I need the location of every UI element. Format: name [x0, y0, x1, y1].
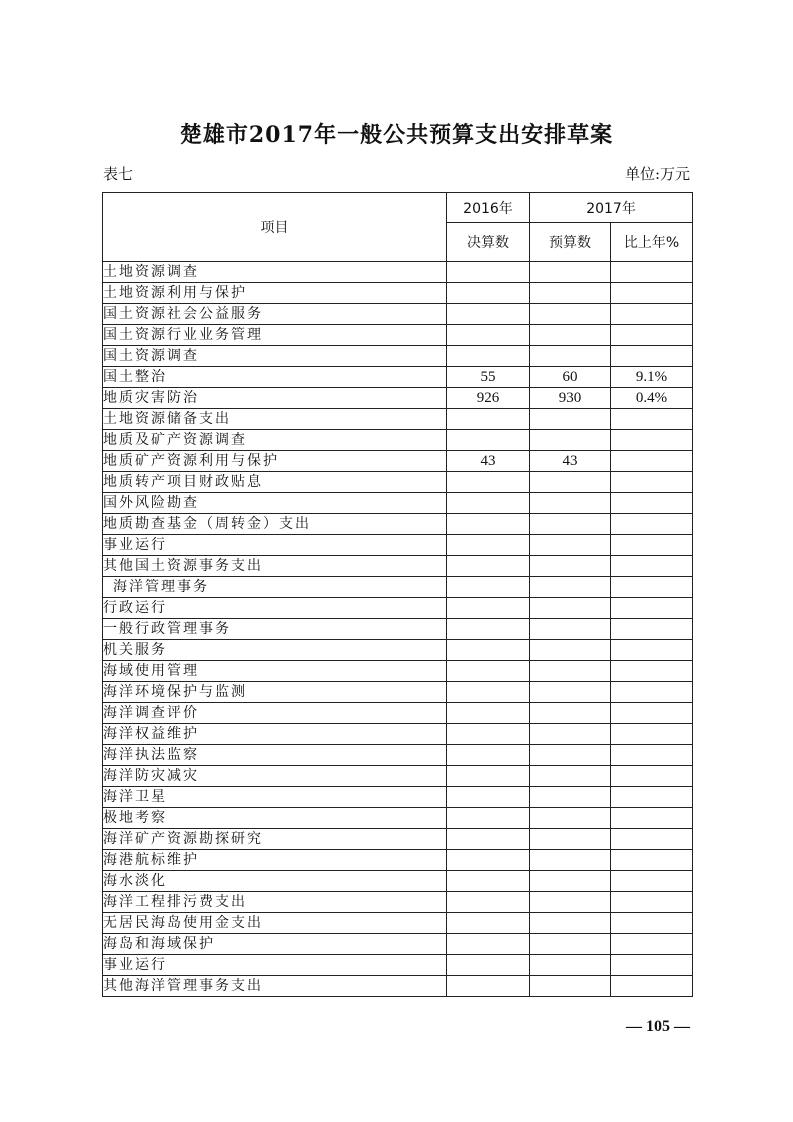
table-row — [103, 367, 693, 388]
row-yoy-percent — [611, 976, 693, 997]
table-row — [103, 451, 693, 472]
row-budget-2017: 930 — [530, 388, 611, 409]
row-budget-2017 — [530, 304, 611, 325]
row-item-name: 国土资源社会公益服务 — [103, 304, 447, 325]
row-yoy-percent — [611, 934, 693, 955]
row-yoy-percent — [611, 850, 693, 871]
row-budget-2017 — [530, 955, 611, 976]
row-final-2016: 43 — [447, 451, 530, 472]
row-budget-2017 — [530, 640, 611, 661]
row-yoy-percent — [611, 430, 693, 451]
table-row — [103, 682, 693, 703]
table-row — [103, 913, 693, 934]
header-budget: 预算数 — [530, 223, 611, 262]
row-item-name: 国土资源调查 — [103, 346, 447, 367]
row-item-name: 土地资源利用与保护 — [103, 283, 447, 304]
row-final-2016 — [447, 934, 530, 955]
row-final-2016 — [447, 724, 530, 745]
table-row — [103, 724, 693, 745]
row-budget-2017 — [530, 724, 611, 745]
row-final-2016 — [447, 262, 530, 283]
row-yoy-percent — [611, 829, 693, 850]
row-item-name: 其他国土资源事务支出 — [103, 556, 447, 577]
row-final-2016 — [447, 682, 530, 703]
row-item-name: 行政运行 — [103, 598, 447, 619]
table-row — [103, 703, 693, 724]
row-yoy-percent — [611, 304, 693, 325]
budget-table — [102, 192, 693, 997]
row-yoy-percent — [611, 640, 693, 661]
table-row — [103, 661, 693, 682]
row-final-2016 — [447, 703, 530, 724]
row-budget-2017 — [530, 787, 611, 808]
table-row — [103, 535, 693, 556]
row-yoy-percent — [611, 619, 693, 640]
row-final-2016 — [447, 871, 530, 892]
row-item-name: 一般行政管理事务 — [103, 619, 447, 640]
table-row — [103, 892, 693, 913]
page-number: — 105 — — [626, 1018, 690, 1035]
row-yoy-percent — [611, 472, 693, 493]
row-final-2016 — [447, 892, 530, 913]
row-final-2016 — [447, 619, 530, 640]
row-budget-2017 — [530, 598, 611, 619]
row-budget-2017 — [530, 892, 611, 913]
row-item-name: 海洋矿产资源勘探研究 — [103, 829, 447, 850]
row-yoy-percent — [611, 535, 693, 556]
row-yoy-percent — [611, 262, 693, 283]
row-budget-2017 — [530, 850, 611, 871]
row-budget-2017 — [530, 346, 611, 367]
row-final-2016 — [447, 577, 530, 598]
header-yoy: 比上年% — [611, 223, 693, 262]
header-year-2016: 2016年 — [447, 193, 530, 223]
table-row — [103, 577, 693, 598]
table-row — [103, 388, 693, 409]
row-budget-2017: 60 — [530, 367, 611, 388]
row-budget-2017 — [530, 283, 611, 304]
row-item-name: 海洋工程排污费支出 — [103, 892, 447, 913]
row-budget-2017 — [530, 472, 611, 493]
table-row — [103, 493, 693, 514]
table-row — [103, 430, 693, 451]
row-item-name: 海域使用管理 — [103, 661, 447, 682]
row-item-name: 土地资源储备支出 — [103, 409, 447, 430]
row-budget-2017 — [530, 430, 611, 451]
row-final-2016 — [447, 913, 530, 934]
row-final-2016 — [447, 955, 530, 976]
row-final-2016 — [447, 556, 530, 577]
row-final-2016 — [447, 493, 530, 514]
row-item-name: 海岛和海域保护 — [103, 934, 447, 955]
row-item-name: 土地资源调查 — [103, 262, 447, 283]
row-item-name: 海水淡化 — [103, 871, 447, 892]
page-title: 楚雄市2017年一般公共预算支出安排草案 — [179, 122, 614, 148]
table-row — [103, 325, 693, 346]
row-item-name: 地质矿产资源利用与保护 — [103, 451, 447, 472]
row-budget-2017 — [530, 514, 611, 535]
row-final-2016: 926 — [447, 388, 530, 409]
row-budget-2017 — [530, 829, 611, 850]
row-final-2016 — [447, 304, 530, 325]
table-row — [103, 346, 693, 367]
row-item-name: 海洋权益维护 — [103, 724, 447, 745]
row-budget-2017 — [530, 409, 611, 430]
row-budget-2017 — [530, 976, 611, 997]
row-final-2016 — [447, 850, 530, 871]
row-budget-2017 — [530, 682, 611, 703]
row-budget-2017 — [530, 262, 611, 283]
table-row — [103, 766, 693, 787]
header-final-accounts: 决算数 — [447, 223, 530, 262]
row-yoy-percent — [611, 892, 693, 913]
row-yoy-percent — [611, 325, 693, 346]
row-yoy-percent — [611, 682, 693, 703]
row-final-2016 — [447, 535, 530, 556]
row-final-2016 — [447, 661, 530, 682]
table-row — [103, 850, 693, 871]
row-item-name: 海洋卫星 — [103, 787, 447, 808]
table-row — [103, 808, 693, 829]
row-yoy-percent: 0.4% — [611, 388, 693, 409]
table-row — [103, 598, 693, 619]
table-number: 表七 — [103, 165, 134, 183]
row-final-2016 — [447, 514, 530, 535]
row-budget-2017 — [530, 808, 611, 829]
row-yoy-percent — [611, 871, 693, 892]
table-row — [103, 829, 693, 850]
row-final-2016 — [447, 640, 530, 661]
row-final-2016 — [447, 976, 530, 997]
row-yoy-percent — [611, 787, 693, 808]
row-yoy-percent — [611, 808, 693, 829]
row-final-2016 — [447, 745, 530, 766]
table-row — [103, 472, 693, 493]
table-row — [103, 283, 693, 304]
row-yoy-percent — [611, 409, 693, 430]
row-item-name: 海洋防灾减灾 — [103, 766, 447, 787]
row-final-2016 — [447, 283, 530, 304]
row-final-2016 — [447, 346, 530, 367]
row-item-name: 无居民海岛使用金支出 — [103, 913, 447, 934]
row-budget-2017 — [530, 325, 611, 346]
row-item-name: 国土整治 — [103, 367, 447, 388]
row-budget-2017 — [530, 934, 611, 955]
row-budget-2017 — [530, 871, 611, 892]
table-row — [103, 409, 693, 430]
row-item-name: 国外风险勘查 — [103, 493, 447, 514]
header-year-2017: 2017年 — [530, 193, 693, 223]
row-item-name: 地质及矿产资源调查 — [103, 430, 447, 451]
row-item-name: 海洋调查评价 — [103, 703, 447, 724]
unit-label: 单位:万元 — [624, 165, 690, 183]
table-header-row — [103, 193, 693, 223]
row-item-name: 事业运行 — [103, 955, 447, 976]
row-yoy-percent — [611, 556, 693, 577]
row-budget-2017 — [530, 661, 611, 682]
row-budget-2017 — [530, 766, 611, 787]
row-item-name: 机关服务 — [103, 640, 447, 661]
table-row — [103, 787, 693, 808]
row-yoy-percent — [611, 577, 693, 598]
row-final-2016 — [447, 430, 530, 451]
row-budget-2017 — [530, 619, 611, 640]
row-budget-2017 — [530, 703, 611, 724]
row-final-2016 — [447, 787, 530, 808]
row-budget-2017 — [530, 745, 611, 766]
row-yoy-percent — [611, 514, 693, 535]
header-item: 项目 — [103, 193, 447, 262]
row-budget-2017 — [530, 535, 611, 556]
row-yoy-percent — [611, 955, 693, 976]
table-row — [103, 955, 693, 976]
row-final-2016 — [447, 598, 530, 619]
row-item-name: 地质灾害防治 — [103, 388, 447, 409]
row-yoy-percent — [611, 766, 693, 787]
row-yoy-percent — [611, 913, 693, 934]
table-row — [103, 934, 693, 955]
row-yoy-percent — [611, 451, 693, 472]
table-row — [103, 262, 693, 283]
row-final-2016 — [447, 829, 530, 850]
row-budget-2017 — [530, 556, 611, 577]
row-yoy-percent: 9.1% — [611, 367, 693, 388]
row-final-2016 — [447, 766, 530, 787]
table-row — [103, 745, 693, 766]
table-row — [103, 619, 693, 640]
row-final-2016 — [447, 472, 530, 493]
row-budget-2017 — [530, 577, 611, 598]
row-yoy-percent — [611, 745, 693, 766]
row-item-name: 海洋环境保护与监测 — [103, 682, 447, 703]
table-body — [103, 262, 693, 997]
row-final-2016 — [447, 808, 530, 829]
table-row — [103, 514, 693, 535]
row-final-2016 — [447, 409, 530, 430]
table-row — [103, 640, 693, 661]
row-yoy-percent — [611, 661, 693, 682]
row-final-2016: 55 — [447, 367, 530, 388]
row-item-name: 事业运行 — [103, 535, 447, 556]
row-item-name: 海港航标维护 — [103, 850, 447, 871]
row-budget-2017: 43 — [530, 451, 611, 472]
row-item-name: 其他海洋管理事务支出 — [103, 976, 447, 997]
row-item-name: 海洋执法监察 — [103, 745, 447, 766]
row-item-name: 地质转产项目财政贴息 — [103, 472, 447, 493]
row-item-name: 海洋管理事务 — [103, 577, 447, 598]
row-yoy-percent — [611, 493, 693, 514]
row-item-name: 地质勘查基金（周转金）支出 — [103, 514, 447, 535]
table-row — [103, 871, 693, 892]
row-yoy-percent — [611, 703, 693, 724]
row-budget-2017 — [530, 913, 611, 934]
row-item-name: 极地考察 — [103, 808, 447, 829]
row-yoy-percent — [611, 283, 693, 304]
row-item-name: 国土资源行业业务管理 — [103, 325, 447, 346]
row-yoy-percent — [611, 346, 693, 367]
table-row — [103, 976, 693, 997]
table-row — [103, 304, 693, 325]
row-final-2016 — [447, 325, 530, 346]
table-row — [103, 556, 693, 577]
row-budget-2017 — [530, 493, 611, 514]
row-yoy-percent — [611, 724, 693, 745]
row-yoy-percent — [611, 598, 693, 619]
